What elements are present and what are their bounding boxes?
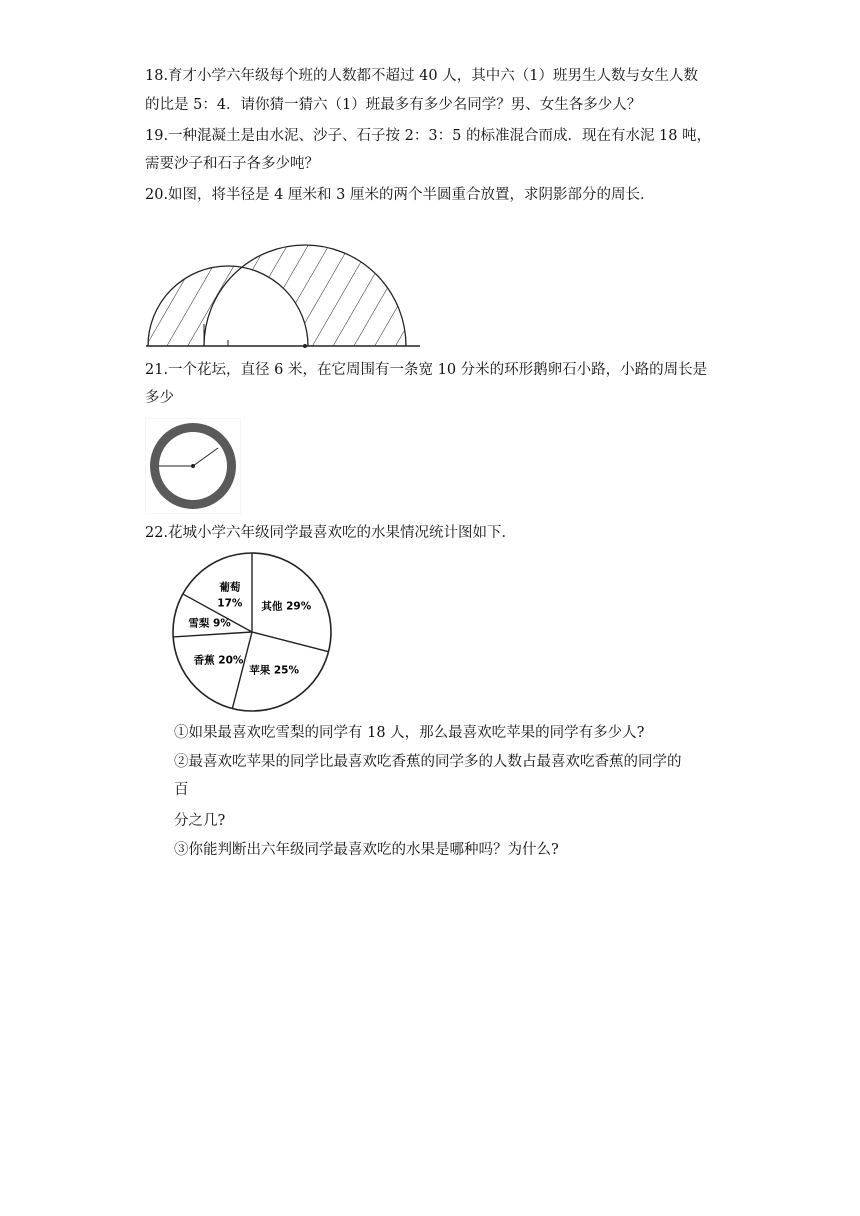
q22-sub1: ①如果最喜欢吃雪梨的同学有 18 人，那么最喜欢吃苹果的同学有多少人? [174, 725, 645, 741]
q21-line2: 多少 [145, 390, 174, 406]
q22-sub2a: ②最喜欢吃苹果的同学比最喜欢吃香蕉的同学多的人数占最喜欢吃香蕉的同学的 [174, 754, 682, 770]
semicircles-figure [140, 212, 430, 352]
q21-line1: 21.一个花坛，直径 6 米，在它周围有一条宽 10 分米的环形鹅卵石小路，小路的周长是 [145, 362, 708, 378]
pie-label-1: 其他 29% [261, 600, 312, 613]
q20-line1: 20.如图，将半径是 4 厘米和 3 厘米的两个半圆重合放置，求阴影部分的周长． [145, 187, 655, 203]
q22-sub2b: 百 [174, 782, 189, 798]
pie-label-pct-0: 17% [217, 597, 243, 610]
q18-line2: 的比是 5：4．请你猜一猜六（1）班最多有多少名同学？男、女生各多少人？ [145, 97, 642, 113]
q19-line1: 19.一种混凝土是由水泥、沙子、石子按 2：3：5 的标准混合而成．现在有水泥 18 吨， [145, 128, 712, 144]
q22-sub3: ③你能判断出六年级同学最喜欢吃的水果是哪种吗？为什么? [174, 842, 559, 858]
ring-path-figure [145, 418, 241, 514]
pie-label-4: 雪梨 9% [188, 617, 231, 630]
pie-label-3: 香蕉 20% [193, 654, 244, 667]
q18-line1: 18.育才小学六年级每个班的人数都不超过 40 人，其中六（1）班男生人数与女生人数 [145, 68, 698, 84]
q19-line2: 需要沙子和石子各多少吨？ [145, 156, 319, 172]
fruit-pie-chart [165, 548, 345, 718]
q22-sub2c: 分之几? [174, 813, 226, 829]
q22-line1: 22.花城小学六年级同学最喜欢吃的水果情况统计图如下． [145, 525, 517, 541]
pie-label-2: 苹果 25% [249, 664, 300, 677]
pie-label-0: 葡萄 [219, 581, 241, 594]
